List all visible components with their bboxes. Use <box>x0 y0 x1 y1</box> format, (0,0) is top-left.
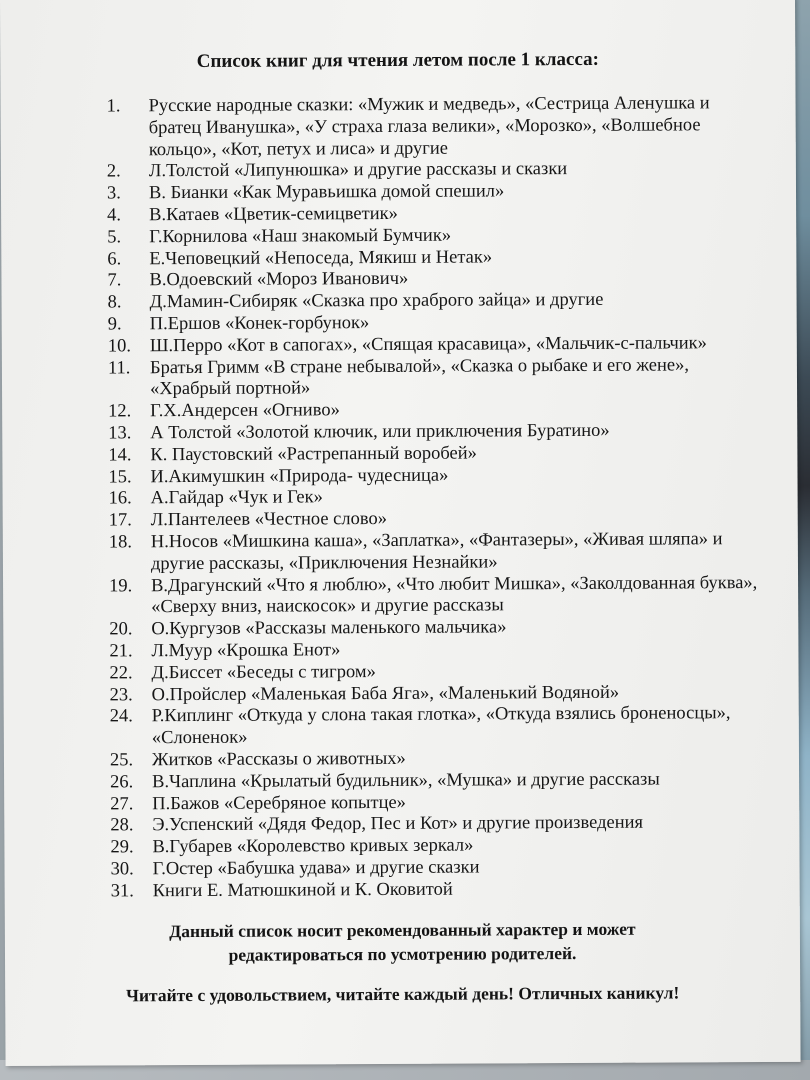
item-number: 10. <box>107 336 131 357</box>
list-item <box>111 878 771 903</box>
note-line: редактироваться по усмотрению родителей. <box>228 942 577 965</box>
item-number: 22. <box>109 663 133 684</box>
item-number: 27. <box>110 793 134 814</box>
item-number: 31. <box>110 880 134 902</box>
item-number: 5. <box>107 227 122 248</box>
item-number: 9. <box>107 314 122 335</box>
item-text: Г.Остер «Бабушка удава» и другие сказки <box>152 857 480 880</box>
item-number: 2. <box>106 161 121 182</box>
item-number: 25. <box>109 750 134 771</box>
item-text: О.Пройслер «Маленькая Баба Яга», «Маленький Водяной» <box>151 682 620 705</box>
item-text: А.Гайдар «Чук и Гек» <box>150 487 323 509</box>
item-text: Братья Гримм «В стране небывалой», «Сказка о рыбаке и его жене», «Храбрый портной» <box>149 354 689 400</box>
item-text: В.Драгунский «Что я люблю», «Что любит Мишка», «Заколдованная буква», «Сверху вниз, наискосок» и другие рассказы <box>151 572 758 618</box>
list-item <box>107 93 767 162</box>
item-text: В.Одоевский «Мороз Иванович» <box>149 269 409 291</box>
item-text: В.Губарев «Королевство кривых зеркал» <box>152 835 474 858</box>
item-text: О.Кургузов «Рассказы маленького мальчика» <box>151 617 507 640</box>
item-number: 29. <box>110 837 134 858</box>
item-number: 13. <box>108 423 132 444</box>
recommendation-note <box>5 916 800 968</box>
item-text: В. Бианки «Как Муравьишка домой спешил» <box>148 181 505 204</box>
item-text: Книги Е. Матюшкиной и К. Оковитой <box>152 879 453 901</box>
item-number: 21. <box>109 641 133 662</box>
closing-line: Читайте с удовольствием, читайте каждый день! Отличных каникул! <box>126 982 680 1006</box>
item-text: Н.Носов «Мишкина каша», «Заплатка», «Фантазеры», «Живая шляпа» и другие рассказы, «Приключения Незнайки» <box>150 529 723 574</box>
item-number: 26. <box>110 772 134 793</box>
item-text: Русские народные сказки: «Мужик и медведь», «Сестрица Аленушка и братец Иванушка», «У страха глаза велики», «Морозко», «Волшебное кольцо», «Кот, петух и лиса» и другие <box>148 93 710 160</box>
list-item <box>109 573 769 620</box>
item-number: 30. <box>110 859 134 880</box>
item-text: Д.Биссет «Беседы с тигром» <box>151 661 376 683</box>
item-text: Л.Муур «Крошка Енот» <box>151 640 341 662</box>
item-number: 20. <box>109 619 133 640</box>
item-number: 11. <box>107 357 131 379</box>
item-number: 12. <box>108 401 132 422</box>
list-item <box>109 529 769 576</box>
item-number: 3. <box>106 183 121 204</box>
item-number: 7. <box>107 270 122 291</box>
item-text: В.Катаев «Цветик-семицветик» <box>149 203 398 226</box>
item-text: Ш.Перро «Кот в сапогах», «Спящая красавица», «Мальчик-с-пальчик» <box>149 333 707 356</box>
item-number: 18. <box>108 532 133 553</box>
note-line: Данный список носит рекомендованный характер и может <box>169 918 636 942</box>
item-text: Л.Пантелеев «Честное слово» <box>150 509 387 531</box>
item-text: Л.Толстой «Липунюшка» и другие рассказы и сказки <box>148 159 568 182</box>
item-number: 4. <box>107 205 122 226</box>
item-number: 1. <box>106 96 121 117</box>
item-number: 19. <box>109 575 133 596</box>
item-number: 24. <box>109 706 133 727</box>
book-list <box>107 93 771 903</box>
item-text: Г.Х.Андерсен «Огниво» <box>150 400 340 422</box>
item-text: Житков «Рассказы о животных» <box>151 748 406 771</box>
item-text: П.Ершов «Конек-горбунок» <box>149 313 370 335</box>
item-number: 23. <box>109 684 133 705</box>
page-title: Список книг для чтения летом после 1 класса: <box>196 48 599 72</box>
item-text: Г.Корнилова «Наш знакомый Бумчик» <box>149 225 452 248</box>
item-text: К. Паустовский «Растрепанный воробей» <box>150 443 477 465</box>
item-text: Е.Чеповецкий «Непоседа, Мякиш и Нетак» <box>149 247 493 269</box>
item-number: 8. <box>107 292 122 313</box>
item-number: 28. <box>110 815 134 836</box>
list-item <box>108 355 768 402</box>
item-text: А Толстой «Золотой ключик, или приключения Буратино» <box>150 420 610 444</box>
item-text: П.Бажов «Серебряное копытце» <box>152 792 406 814</box>
item-number: 17. <box>108 510 132 531</box>
item-text: И.Акимушкин «Природа- чудесница» <box>150 465 449 487</box>
item-number: 14. <box>108 445 132 466</box>
item-text: В.Чаплина «Крылатый будильник», «Мушка» и другие рассказы <box>152 769 660 792</box>
item-number: 15. <box>108 466 132 487</box>
item-text: Э.Успенский «Дядя Федор, Пес и Кот» и другие произведения <box>152 812 644 836</box>
item-text: Д.Мамин-Сибиряк «Сказка про храброго зайца» и другие <box>149 290 604 313</box>
item-number: 16. <box>108 488 132 509</box>
list-item <box>110 703 770 750</box>
item-text: Р.Киплинг «Откуда у слона такая глотка», «Откуда взялись броненосцы», «Слоненок» <box>151 703 731 749</box>
item-number: 6. <box>107 248 122 270</box>
